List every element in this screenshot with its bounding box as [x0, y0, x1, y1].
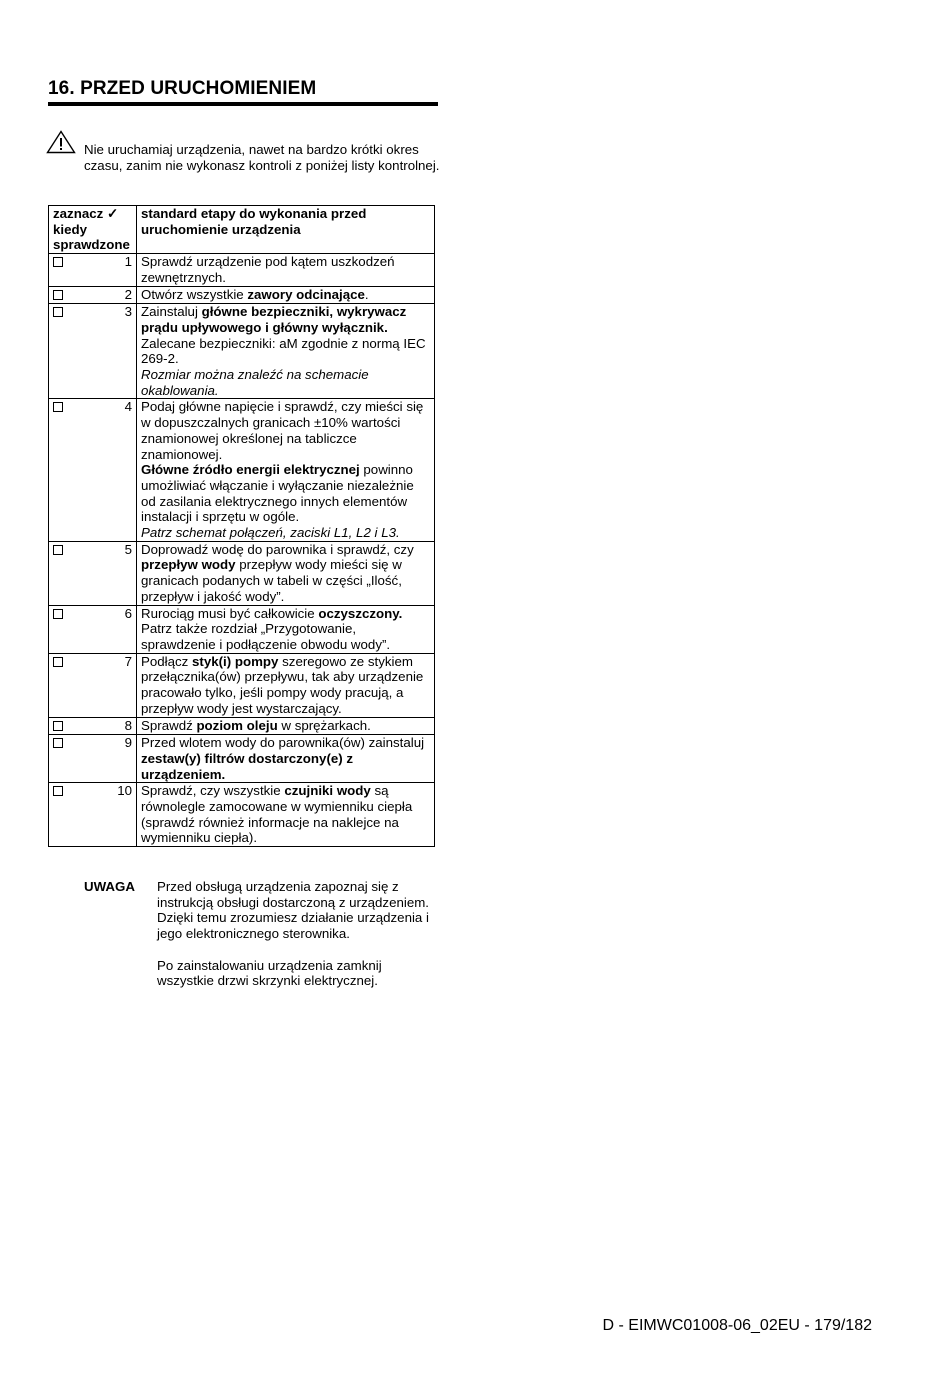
- step-text-bold: oczyszczony.: [318, 605, 403, 621]
- step-text: [137, 735, 435, 783]
- header-steps-column: standard etapy do wykonania przed uruchomienie urządzenia: [137, 206, 435, 254]
- checklist-table: [48, 205, 435, 847]
- step-number: 5: [124, 541, 132, 557]
- step-text: [137, 605, 435, 653]
- check-cell: [49, 653, 137, 717]
- step-number: 1: [124, 254, 132, 270]
- step-text-bold: główne bezpieczniki, wykrywacz prądu upływowego i główny wyłącznik: [141, 304, 407, 335]
- checkbox-icon[interactable]: [53, 290, 63, 300]
- step-text-part: Podłącz: [141, 653, 192, 669]
- check-cell: [49, 286, 137, 304]
- step-text: [137, 286, 435, 304]
- table-row: [49, 541, 435, 605]
- step-text: [137, 304, 435, 399]
- step-number: 2: [124, 286, 132, 302]
- step-text: [137, 653, 435, 717]
- check-cell: [49, 254, 137, 286]
- step-text-part: Zalecane bezpieczniki: aM zgodnie z normą IEC 269-2.: [141, 335, 426, 367]
- step-text: [137, 399, 435, 541]
- step-text-bold: poziom oleju: [196, 717, 278, 733]
- table-row: [49, 304, 435, 399]
- checkbox-icon[interactable]: [53, 609, 63, 619]
- checkbox-icon[interactable]: [53, 721, 63, 731]
- note-label: UWAGA: [84, 879, 135, 894]
- step-number: 8: [124, 717, 132, 733]
- step-text-bold: styk(i) pompy: [192, 653, 279, 669]
- header-check-column: zaznacz ✓ kiedy sprawdzone: [49, 206, 137, 254]
- heading-rule: [48, 102, 438, 106]
- step-text-part: Doprowadź wodę do parownika i sprawdź, czy: [141, 541, 414, 557]
- page-footer: D - EIMWC01008-06_02EU - 179/182: [602, 1317, 872, 1334]
- step-text-part: Patrz także rozdział „Przygotowanie, sprawdzenie i podłączenie obwodu wody”.: [141, 621, 391, 652]
- step-text-part: Rurociąg musi być całkowicie: [141, 605, 319, 621]
- step-text: [137, 717, 435, 735]
- table-row: [49, 286, 435, 304]
- check-cell: [49, 605, 137, 653]
- step-text-part: .: [364, 286, 369, 302]
- step-number: 9: [124, 735, 132, 751]
- check-cell: [49, 783, 137, 847]
- checkbox-icon[interactable]: [53, 786, 63, 796]
- step-number: 7: [124, 653, 132, 669]
- step-text-part: Podaj główne napięcie i sprawdź, czy mieści się w dopuszczalnych granicach ±10% wartości znamionowej określonej na tabliczce znamionowej.: [141, 399, 424, 462]
- checkbox-icon[interactable]: [53, 657, 63, 667]
- step-text-bold: .: [384, 319, 388, 335]
- step-text-part: są równolegle zamocowane w wymienniku ciepła (sprawdź również informacje na naklejce na wymienniku ciepła).: [141, 783, 413, 846]
- note-paragraph: Przed obsługą urządzenia zapoznaj się z instrukcją obsługi dostarczoną z urządzeniem. Dzięki temu zrozumiesz działanie urządzenia i jego elektronicznego sterownika.: [157, 879, 429, 942]
- check-cell: [49, 399, 137, 541]
- step-text: [137, 254, 435, 286]
- step-text-part: Otwórz wszystkie: [141, 286, 248, 302]
- table-row: [49, 653, 435, 717]
- step-text-bold: Główne źródło energii elektrycznej: [141, 462, 360, 478]
- step-text-italic: Patrz schemat połączeń, zaciski L1, L2 i L3.: [141, 525, 400, 541]
- table-header-row: [49, 206, 435, 254]
- step-text-bold: przepływ wody: [141, 557, 236, 573]
- note-body: [157, 879, 432, 1005]
- checkbox-icon[interactable]: [53, 545, 63, 555]
- check-cell: [49, 735, 137, 783]
- step-text-part: w sprężarkach.: [277, 717, 371, 733]
- check-cell: [49, 304, 137, 399]
- step-text-part: powinno umożliwiać włączanie i wyłączanie niezależnie od zasilania elektrycznego innych elementów instalacji i sprzętu w ogóle.: [141, 462, 414, 525]
- step-text-part: przepływ wody mieści się w granicach podanych w tabeli w części „Ilość, przepływ i jakość wody”.: [141, 557, 402, 604]
- table-row: [49, 254, 435, 286]
- step-number: 10: [117, 783, 132, 799]
- step-text-bold: czujniki wody: [284, 783, 371, 799]
- step-number: 3: [124, 304, 132, 320]
- step-text-bold: zestaw(y) filtrów dostarczony(e) z urządzeniem.: [141, 750, 354, 782]
- table-row: [49, 783, 435, 847]
- warning-text: Nie uruchamiaj urządzenia, nawet na bardzo krótki okres czasu, zanim nie wykonasz kontroli z poniżej listy kontrolnej.: [84, 142, 440, 173]
- check-cell: [49, 541, 137, 605]
- step-text-part: Sprawdź urządzenie pod kątem uszkodzeń zewnętrznych.: [141, 254, 395, 285]
- warning-triangle-icon: [46, 130, 76, 154]
- table-row: [49, 717, 435, 735]
- step-text-part: Sprawdź: [141, 717, 197, 733]
- checkbox-icon[interactable]: [53, 738, 63, 748]
- check-cell: [49, 717, 137, 735]
- section-heading: 16. PRZED URUCHOMIENIEM: [48, 78, 317, 99]
- table-row: [49, 735, 435, 783]
- checkbox-icon[interactable]: [53, 402, 63, 412]
- checkbox-icon[interactable]: [53, 307, 63, 317]
- step-number: 6: [124, 605, 132, 621]
- table-row: [49, 399, 435, 541]
- step-text-bold: zawory odcinające: [247, 286, 365, 302]
- checkbox-icon[interactable]: [53, 257, 63, 267]
- step-text: [137, 541, 435, 605]
- step-number: 4: [124, 399, 132, 415]
- table-row: [49, 605, 435, 653]
- step-text-italic: Rozmiar można znaleźć na schemacie okablowania.: [141, 367, 369, 398]
- step-text-part: szeregowo ze stykiem przełącznika(ów) przepływu, tak aby urządzenie pracowało tylko, jeśli pompy wody pracują, a przepływ wody jest wystarczający.: [141, 653, 424, 716]
- step-text-part: Zainstaluj: [141, 304, 202, 320]
- step-text: [137, 783, 435, 847]
- note-paragraph: Po zainstalowaniu urządzenia zamknij wszystkie drzwi skrzynki elektrycznej.: [157, 957, 382, 989]
- step-text-part: Sprawdź, czy wszystkie: [141, 783, 285, 799]
- step-text-part: Przed wlotem wody do parownika(ów) zainstaluj: [141, 735, 425, 751]
